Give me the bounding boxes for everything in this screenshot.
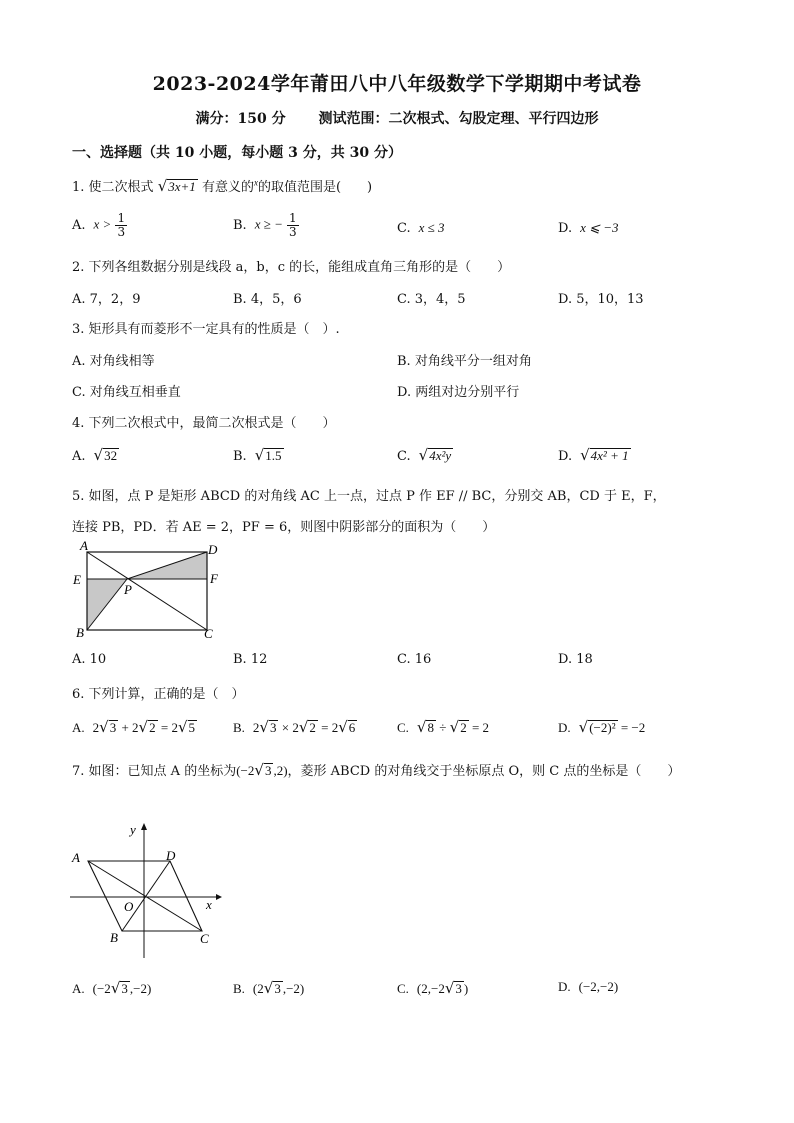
- q7-option-d[interactable]: D. (−2,−2): [558, 979, 619, 994]
- q4-option-c[interactable]: C. √4x²y: [397, 446, 452, 464]
- label-p: P: [124, 582, 132, 597]
- label-d: D: [166, 848, 176, 863]
- q1-option-a[interactable]: A. x > $\frac{1}{3}$: [72, 211, 126, 239]
- q5-option-d[interactable]: D. 18: [558, 652, 593, 667]
- q6-option-b[interactable]: B. 2√3 × 2√2 = 2√6: [233, 718, 356, 736]
- page-subtitle: [0, 108, 794, 128]
- q2-option-a[interactable]: A. 7，2，9: [72, 292, 141, 307]
- question-4-stem: 4. 下列二次根式中，最简二次根式是（ ）: [72, 416, 336, 431]
- question-5-stem-line2: 连接 PB，PD．若 AE = 2，PF = 6，则图中阴影部分的面积为（ ）: [72, 520, 496, 535]
- q4-option-a[interactable]: A. √32: [72, 446, 118, 464]
- question-5-stem-line1: 5. 如图，点 P 是矩形 ABCD 的对角线 AC 上一点，过点 P 作 EF // BC，分别交 AB，CD 于 E，F，: [72, 489, 666, 504]
- label-e: E: [73, 572, 81, 587]
- label-b: B: [110, 930, 118, 945]
- question-3-stem: 3. 矩形具有而菱形不一定具有的性质是（ ）.: [72, 322, 340, 337]
- q6-option-c[interactable]: C. √8 ÷ √2 = 2: [397, 718, 490, 736]
- q7-option-a[interactable]: A. (−2√3 ,−2): [72, 979, 152, 997]
- label-a: A: [72, 850, 80, 865]
- label-b: B: [76, 625, 84, 640]
- page-title: 2023-2024学年莆田八中八年级数学下学期期中考试卷: [152, 73, 642, 95]
- diagonal-bd: [122, 861, 170, 931]
- question-2-stem: 2. 下列各组数据分别是线段 a，b，c 的长，能组成直角三角形的是（ ）: [72, 260, 511, 275]
- label-a: A: [80, 538, 88, 553]
- q3-option-c[interactable]: C. 对角线互相垂直: [72, 385, 181, 400]
- label-y: y: [130, 822, 136, 837]
- q5-option-a[interactable]: A. 10: [72, 652, 107, 667]
- full-score: 满分：150 分: [195, 111, 286, 127]
- label-c: C: [204, 626, 213, 641]
- rectangle-figure: [70, 538, 230, 644]
- label-x: x: [206, 897, 212, 912]
- x-axis-arrow: [216, 894, 222, 900]
- q2-option-d[interactable]: D. 5，10，13: [558, 292, 644, 307]
- label-o: O: [124, 899, 134, 914]
- q2-option-c[interactable]: C. 3，4，5: [397, 292, 466, 307]
- label-c: C: [200, 931, 209, 946]
- q7-option-b[interactable]: B. (2√3 ,−2): [233, 979, 305, 997]
- question-7-stem: 7. 如图：已知点 A 的坐标为(−2√3 ,2)，菱形 ABCD 的对角线交于坐标原点 O，则 C 点的坐标是（ ）: [72, 761, 681, 779]
- q4-option-b[interactable]: B. √1.5: [233, 446, 282, 464]
- q3-option-b[interactable]: B. 对角线平分一组对角: [397, 354, 532, 369]
- q3-option-a[interactable]: A. 对角线相等: [72, 354, 155, 369]
- test-scope: 测试范围：二次根式、勾股定理、平行四边形: [318, 111, 599, 127]
- q2-option-b[interactable]: B. 4，5，6: [233, 292, 302, 307]
- label-d: D: [208, 542, 218, 557]
- q7-option-c[interactable]: C. (2,−2√3 ): [397, 979, 469, 997]
- section-heading: 一、选择题（共 10 小题，每小题 3 分，共 30 分）: [72, 145, 402, 161]
- y-axis-arrow: [141, 823, 147, 830]
- q5-option-c[interactable]: C. 16: [397, 652, 432, 667]
- q4-option-d[interactable]: D. √4x² + 1: [558, 446, 629, 464]
- question-6-stem: 6. 下列计算，正确的是（ ）: [72, 687, 245, 702]
- q6-option-d[interactable]: D. √(−2)² = −2: [558, 718, 646, 736]
- q3-option-d[interactable]: D. 两组对边分别平行: [397, 385, 520, 400]
- q1-option-c[interactable]: C. x ≤ 3: [397, 220, 445, 236]
- q6-option-a[interactable]: A. 2√3 + 2√2 = 2√5: [72, 718, 196, 736]
- q1-option-d[interactable]: D. x ⩽ −3: [558, 220, 619, 236]
- question-1-stem: 1. 使二次根式 √3x+1 有意义的$^x$的取值范围是( ): [72, 177, 373, 195]
- q1-option-b[interactable]: B. x ≥ − $\frac{1}{3}$: [233, 211, 297, 239]
- radical-3x-plus-1: 3x+1: [168, 179, 196, 194]
- q5-option-b[interactable]: B. 12: [233, 652, 268, 667]
- label-f: F: [210, 571, 218, 586]
- rhombus-coordinate-figure: [66, 818, 226, 963]
